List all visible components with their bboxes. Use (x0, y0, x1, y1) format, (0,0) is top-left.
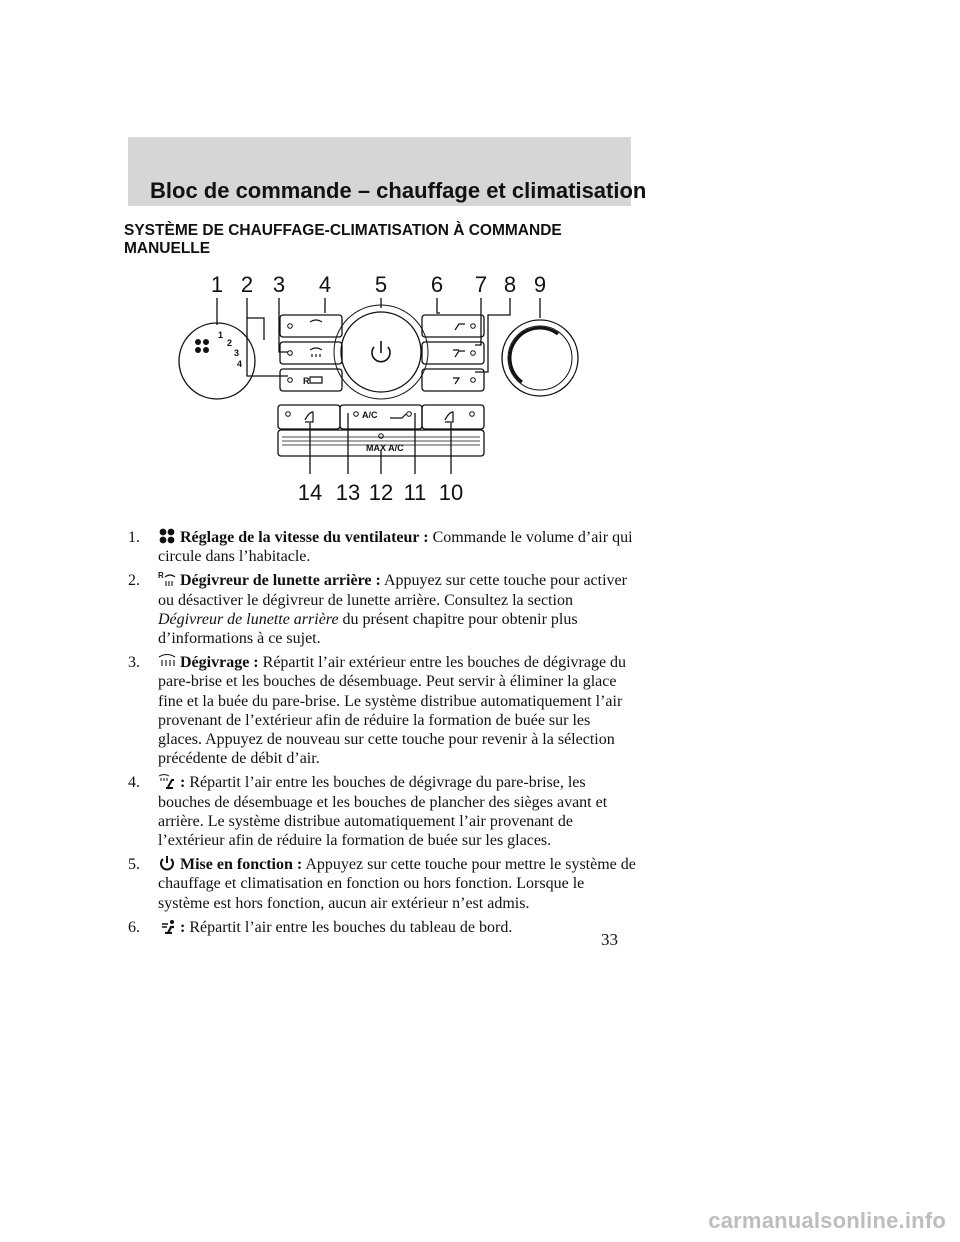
item-description: Répartit l’air entre les bouches du tableau de bord. (189, 918, 513, 936)
item-description: Répartit l’air extérieur entre les bouches de dégivrage du pare-brise et les bouches de désembuage. Peut servir à éliminer la glace fine et la buée du pare-brise. Le système distribue automatiquement l’air provenant de l’extérieur afin de réduire la formation de buée sur les glaces. Appuyez de nouveau sur cette touche pour revenir à la sélection précédente de débit d’air. (158, 654, 627, 768)
callout-9: 9 (533, 272, 547, 297)
fan-speed-4: 4 (237, 359, 243, 369)
fan-speed-1: 1 (218, 330, 224, 340)
rear-defrost-letter: R (303, 376, 310, 386)
power-icon (158, 855, 176, 871)
callout-14: 14 (297, 480, 323, 505)
callout-12: 12 (368, 480, 394, 505)
item-cross-reference: Dégivreur de lunette arrière (158, 610, 339, 628)
item-number: 2. (128, 572, 140, 590)
rear-defrost-icon (158, 571, 176, 587)
fan-icon (195, 339, 209, 353)
control-descriptions (128, 528, 638, 942)
list-item (128, 855, 638, 913)
callout-1: 1 (210, 272, 224, 297)
panel-vent-icon (158, 918, 176, 934)
callout-13: 13 (335, 480, 361, 505)
item-description: Commande le volume d’air qui circule dans l’habitacle. (158, 529, 633, 566)
item-term: : (180, 918, 186, 936)
list-item (128, 528, 638, 566)
windshield-defrost-icon (310, 320, 322, 322)
callout-7: 7 (474, 272, 488, 297)
recirculation-icon (390, 414, 406, 418)
callout-8: 8 (503, 272, 517, 297)
item-number: 3. (128, 654, 140, 672)
floor-vent-icon (453, 378, 459, 384)
item-description: Appuyez sur cette touche pour mettre le système de chauffage et climatisation en fonction ou hors fonction. Lorsque le système est hors fonction, aucun air extérieur n’est admis. (158, 856, 636, 912)
item-number: 6. (128, 918, 140, 936)
item-term: Dégivrage : (180, 654, 259, 672)
list-item (128, 918, 638, 937)
svg-text:R: R (158, 571, 164, 581)
page-number: 33 (601, 930, 618, 949)
ac-label: A/C (362, 410, 378, 420)
windshield-defrost-icon (158, 653, 176, 669)
section-heading: SYSTÈME DE CHAUFFAGE-CLIMATISATION À COMMANDE MANUELLE (124, 222, 562, 257)
callout-6: 6 (430, 272, 444, 297)
watermark[interactable]: carmanualsonline.info (708, 1208, 946, 1233)
callout-4: 4 (318, 272, 332, 297)
item-description: Répartit l’air entre les bouches de dégivrage du pare-brise, les bouches de désembuage et les bouches de plancher des sièges avant et arrière. Le système distribue automatiquement l’air provenant de l’extérieur afin de réduire la formation de buée sur les glaces. (158, 774, 608, 850)
item-term: Réglage de la vitesse du ventilateur : (180, 529, 429, 546)
item-number: 5. (128, 856, 140, 874)
rear-window-icon (310, 377, 322, 383)
item-term: Dégivreur de lunette arrière : (180, 572, 381, 590)
item-description: Appuyez sur cette touche pour activer ou désactiver le dégivreur de lunette arrière. Consultez la section Dégivreur de lunette arrière du présent chapitre pour obtenir plus d’informations à ce sujet. (158, 572, 627, 648)
list-item (128, 773, 638, 850)
item-term: Mise en fonction : (180, 856, 303, 874)
callout-11: 11 (403, 480, 427, 505)
list-item (128, 571, 638, 648)
panel-vent-icon (455, 324, 465, 330)
fan-speed-2: 2 (227, 338, 233, 348)
item-number: 1. (128, 529, 140, 546)
callout-10: 10 (438, 480, 464, 505)
defrost-icon (310, 348, 322, 357)
seat-heat-right-icon (445, 412, 453, 422)
panel-floor-icon (453, 350, 465, 357)
callout-5: 5 (374, 272, 388, 297)
fan-icon (158, 528, 176, 544)
item-term: : (180, 774, 186, 792)
max-ac-label: MAX A/C (366, 443, 404, 453)
callout-2: 2 (240, 272, 254, 297)
floor-defrost-icon (158, 773, 176, 789)
page-title: Bloc de commande – chauffage et climatisation (150, 178, 647, 203)
fan-speed-3: 3 (234, 348, 240, 358)
callout-3: 3 (272, 272, 286, 297)
climate-control-diagram (170, 270, 590, 515)
item-number: 4. (128, 774, 140, 792)
seat-heat-left-icon (305, 412, 313, 422)
list-item (128, 653, 638, 768)
